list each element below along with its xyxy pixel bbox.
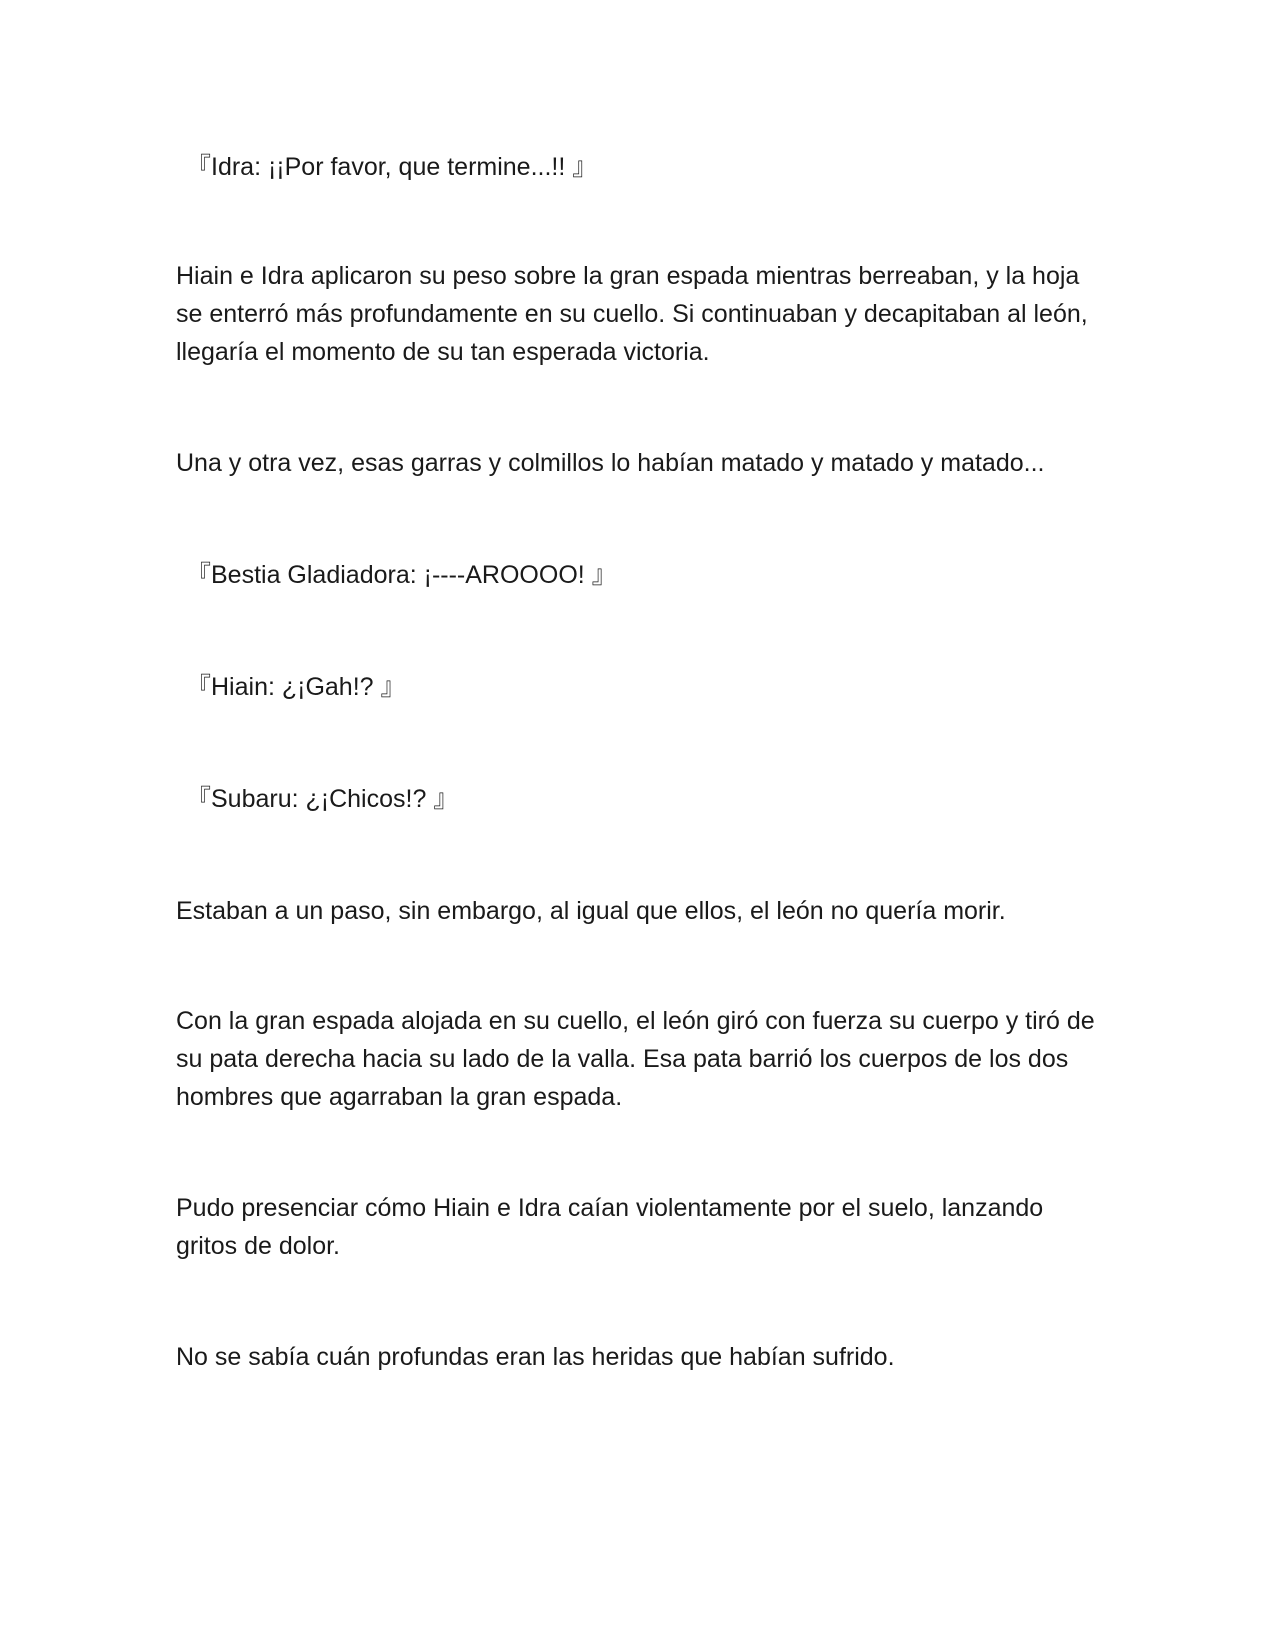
narration-paragraph: Con la gran espada alojada en su cuello, el león giró con fuerza su cuerpo y tiró de su pata derecha hacia su lado de la valla. Esa pata barrió los cuerpos de los dos hombres que agarraban la gran espada. xyxy=(176,1007,1095,1111)
narration-paragraph: Hiain e Idra aplicaron su peso sobre la gran espada mientras berreaban, y la hoja se enterró más profundamente en su cuello. Si continuaban y decapitaban al león, llegaría el momento de su tan esperada victoria. xyxy=(176,262,1088,366)
dialogue-subaru: 『Subaru: ¿¡Chicos!? 』 xyxy=(186,785,459,813)
narration-paragraph: Una y otra vez, esas garras y colmillos lo habían matado y matado y matado... xyxy=(176,449,1045,477)
dialogue-hiain: 『Hiain: ¿¡Gah!? 』 xyxy=(186,673,406,701)
narration-paragraph: Estaban a un paso, sin embargo, al igual que ellos, el león no quería morir. xyxy=(176,897,1006,925)
narration-paragraph: No se sabía cuán profundas eran las heridas que habían sufrido. xyxy=(176,1343,895,1371)
dialogue-idra: 『Idra: ¡¡Por favor, que termine...!! 』 xyxy=(186,153,598,181)
narration-paragraph: Pudo presenciar cómo Hiain e Idra caían violentamente por el suelo, lanzando gritos de dolor. xyxy=(176,1194,1044,1260)
dialogue-bestia-gladiadora: 『Bestia Gladiadora: ¡----AROOOO! 』 xyxy=(186,561,617,589)
